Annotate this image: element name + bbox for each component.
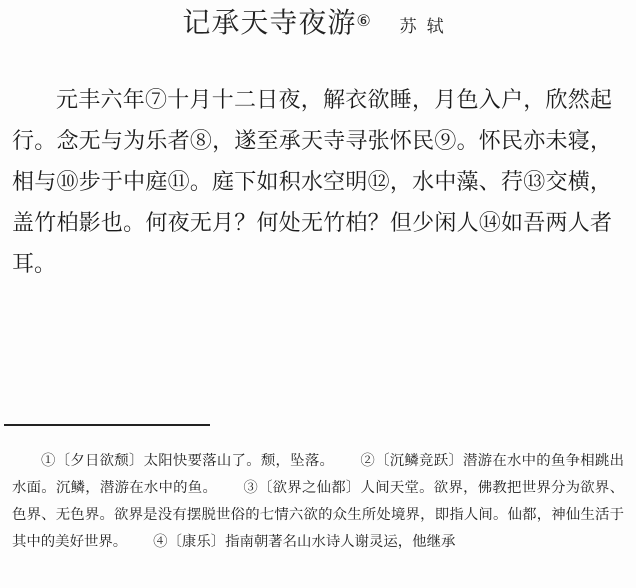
- text-segment: ，水中藻、荇: [389, 170, 524, 195]
- essay-paragraph: [12, 80, 612, 285]
- footnotes-paragraph: [12, 448, 624, 556]
- footnote-3: ③〔欲界之仙都〕人间天堂。欲界，佛教把世界分为欲界、色界、无色界。欲界是没有摆脱世俗的七情六欲的众生所处境界，即指人间。仙都，神仙生活于其中的美好世界。: [12, 480, 624, 550]
- title-footnote-marker: ⑥: [356, 11, 372, 30]
- footnote-marker: ⑨: [434, 129, 457, 154]
- essay-body: [12, 80, 612, 285]
- footnote-marker: ⑩: [56, 170, 79, 195]
- text-segment: 元丰六年: [56, 88, 145, 113]
- essay-title: [182, 6, 371, 39]
- footnote-marker: ⑫: [367, 170, 390, 195]
- footnote-2: ②〔沉鳞竞跃〕潜游在水中的鱼争相跳出水面。沉鳞，潜游在水中的鱼。: [12, 453, 624, 496]
- footnote-marker: ⑪: [167, 170, 190, 195]
- essay-title-text: 记承天寺夜游: [182, 6, 357, 39]
- footnote-4: ④〔康乐〕指南朝著名山水诗人谢灵运，他继承: [153, 534, 456, 550]
- footnotes: [12, 448, 624, 556]
- footnote-divider: [4, 424, 210, 426]
- text-segment: 。怀民亦未寝，相与: [12, 129, 612, 195]
- text-segment: 十月十二日夜，解衣欲睡，月色入户，欣然起行。念无与为乐者: [12, 88, 612, 154]
- text-segment: ，遂至承天寺寻张怀民: [212, 129, 435, 154]
- footnote-marker: ⑬: [523, 170, 546, 195]
- text-segment: 步于中庭: [78, 170, 168, 195]
- text-segment: 如吾两人者耳。: [12, 211, 612, 277]
- title-row: [0, 6, 636, 44]
- text-segment: 。庭下如积水空明: [189, 170, 368, 195]
- author-name: 苏轼: [399, 17, 454, 37]
- footnote-marker: ⑦: [145, 88, 168, 113]
- footnote-marker: ⑧: [189, 129, 213, 154]
- text-segment: 交横，盖竹柏影也。何夜无月？何处无竹柏？但少闲人: [12, 170, 612, 236]
- footnote-marker: ⑭: [478, 211, 502, 236]
- footnote-1: ①〔夕日欲颓〕太阳快要落山了。颓，坠落。: [41, 453, 335, 469]
